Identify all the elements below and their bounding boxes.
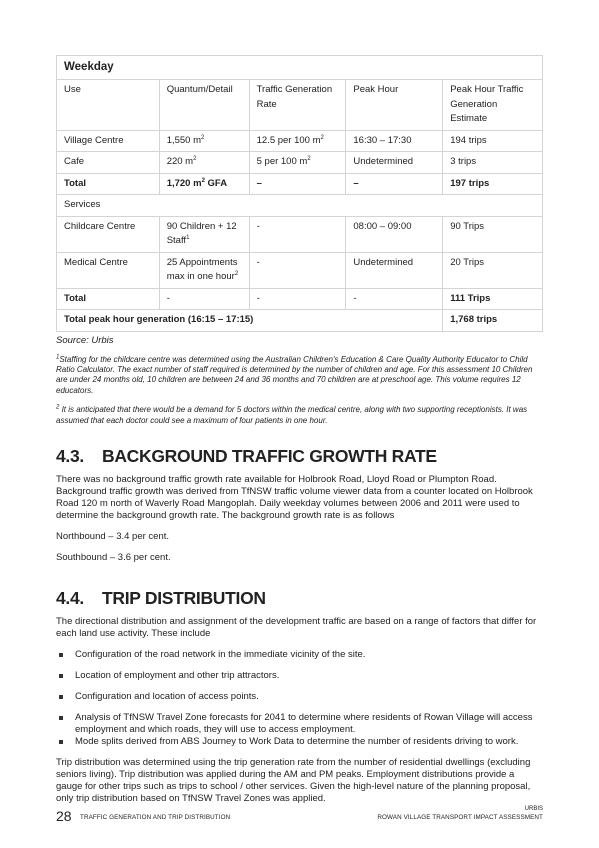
list-item: Mode splits derived from ABS Journey to Work Data to determine the number of residents driving to work. <box>56 736 543 748</box>
cell-rate: – <box>249 173 346 195</box>
cell-rate: - <box>249 252 346 288</box>
table-peak-total-row <box>57 310 543 332</box>
header-rate: Traffic Generation Rate <box>249 80 346 131</box>
trip-generation-table <box>56 55 543 332</box>
table-source: Source: Urbis <box>56 334 114 346</box>
list-item: Analysis of TfNSW Travel Zone forecasts for 2041 to determine where residents of Rowan Village will access employment and which roads, they will use to access employment. <box>56 712 543 736</box>
table-services-row <box>57 195 543 217</box>
section-heading-4-4: 4.4. TRIP DISTRIBUTION <box>56 587 266 608</box>
cell-use: Village Centre <box>57 130 160 152</box>
cell-peak: Undetermined <box>346 152 443 174</box>
cell-quantum: 220 $m^2$ <box>159 152 249 174</box>
cell-estimate: 197 trips <box>443 173 543 195</box>
peak-total-value: 1,768 trips <box>443 310 543 332</box>
table-row <box>57 252 543 288</box>
table-services-total-row <box>57 288 543 310</box>
cell-estimate: 3 trips <box>443 152 543 174</box>
cell-rate: - <box>249 288 346 310</box>
footnote-2: $^2$ It is anticipated that there would be a demand for 5 doctors within the medical centre, along with two supporting receptionists. It was assumed that each doctor could see a maximum of four patients in one hour. <box>56 404 528 425</box>
cell-peak: Undetermined <box>346 252 443 288</box>
cell-estimate: 20 Trips <box>443 252 543 288</box>
cell-use: Cafe <box>57 152 160 174</box>
table-section-row <box>57 56 543 80</box>
cell-quantum: 1,550 $m^2$ <box>159 130 249 152</box>
header-use: Use <box>57 80 160 131</box>
cell-peak: 08:00 – 09:00 <box>346 216 443 252</box>
cell-quantum: - <box>159 288 249 310</box>
footer-chapter-label: TRAFFIC GENERATION AND TRIP DISTRIBUTION <box>80 814 231 821</box>
peak-total-label: Total peak hour generation (16:15 – 17:15) <box>57 310 443 332</box>
cell-use: Total <box>57 173 160 195</box>
cell-use: Total <box>57 288 160 310</box>
section-4-3-paragraph: There was no background traffic growth rate available for Holbrook Road, Lloyd Road or Plumpton Road. Background traffic growth was derived from TfNSW traffic volume viewer data from a counter located on Holbrook Road 120 m north of Waverly Road Mangoplah. Daily weekday volumes between 2006 and 2011 were used to determine the background growth rate. The background growth rate is as follows <box>56 473 533 521</box>
cell-rate: 5 per 100 $m^2$ <box>249 152 346 174</box>
header-quantum: Quantum/Detail <box>159 80 249 131</box>
footnote-1: $^1$Staffing for the childcare centre was determined using the Australian Children's Education & Care Quality Authority Educator to Child Ratio Calculator. The exact number of staff required is determined by the number of children and age. For this assessment 10 Children are under 24 months old, 10 children are between 24 and 36 months and 70 children are at preschool age. This volume requires 12 educators. <box>56 353 533 395</box>
footer-company: URBIS <box>524 806 543 812</box>
cell-peak: – <box>346 173 443 195</box>
list-item: Configuration of the road network in the immediate vicinity of the site. <box>56 649 543 661</box>
list-item: Configuration and location of access points. <box>56 691 543 703</box>
header-peak: Peak Hour <box>346 80 443 131</box>
section-4-4-intro: The directional distribution and assignment of the development traffic are based on a range of factors that differ for each land use activity. These include <box>56 615 537 639</box>
header-estimate: Peak Hour Traffic Generation Estimate <box>443 80 543 131</box>
table-total-row <box>57 173 543 195</box>
northbound-rate: Northbound – 3.4 per cent. <box>56 530 170 542</box>
southbound-rate: Southbound – 3.6 per cent. <box>56 551 171 563</box>
cell-use: Medical Centre <box>57 252 160 288</box>
footer-report-title: ROWAN VILLAGE TRANSPORT IMPACT ASSESSMENT <box>377 814 543 821</box>
list-item: Location of employment and other trip attractors. <box>56 670 543 682</box>
cell-use: Childcare Centre <box>57 216 160 252</box>
table-row <box>57 130 543 152</box>
section-heading-4-3: 4.3. BACKGROUND TRAFFIC GROWTH RATE <box>56 445 437 466</box>
section-4-4-closing: Trip distribution was determined using the trip generation rate from the number of residential dwellings (excluding seniors living). Trip distribution was applied during the AM and PM peaks. Employment distributions provide a gauge for other trips such as trips to school / other services. Given the high-level nature of the planning proposal, only trip distribution based on TfNSW Travel Zones was applied. <box>56 756 531 804</box>
cell-peak: - <box>346 288 443 310</box>
page-number: 28 <box>56 808 72 824</box>
factor-list <box>56 649 543 748</box>
services-label: Services <box>57 195 543 217</box>
cell-estimate: 90 Trips <box>443 216 543 252</box>
table-row <box>57 152 543 174</box>
weekday-label: Weekday <box>57 56 543 80</box>
page-content <box>56 55 543 805</box>
table-header-row <box>57 80 543 131</box>
table-row <box>57 216 543 252</box>
cell-rate: 12.5 per 100 $m^2$ <box>249 130 346 152</box>
cell-estimate: 111 Trips <box>443 288 543 310</box>
cell-quantum: 1,720 $m^2$ GFA <box>159 173 249 195</box>
cell-quantum: 90 Children + 12 Staff$^1$ <box>159 216 249 252</box>
cell-estimate: 194 trips <box>443 130 543 152</box>
cell-peak: 16:30 – 17:30 <box>346 130 443 152</box>
cell-rate: - <box>249 216 346 252</box>
cell-quantum: 25 Appointments max in one hour$^2$ <box>159 252 249 288</box>
page-footer <box>56 806 543 826</box>
